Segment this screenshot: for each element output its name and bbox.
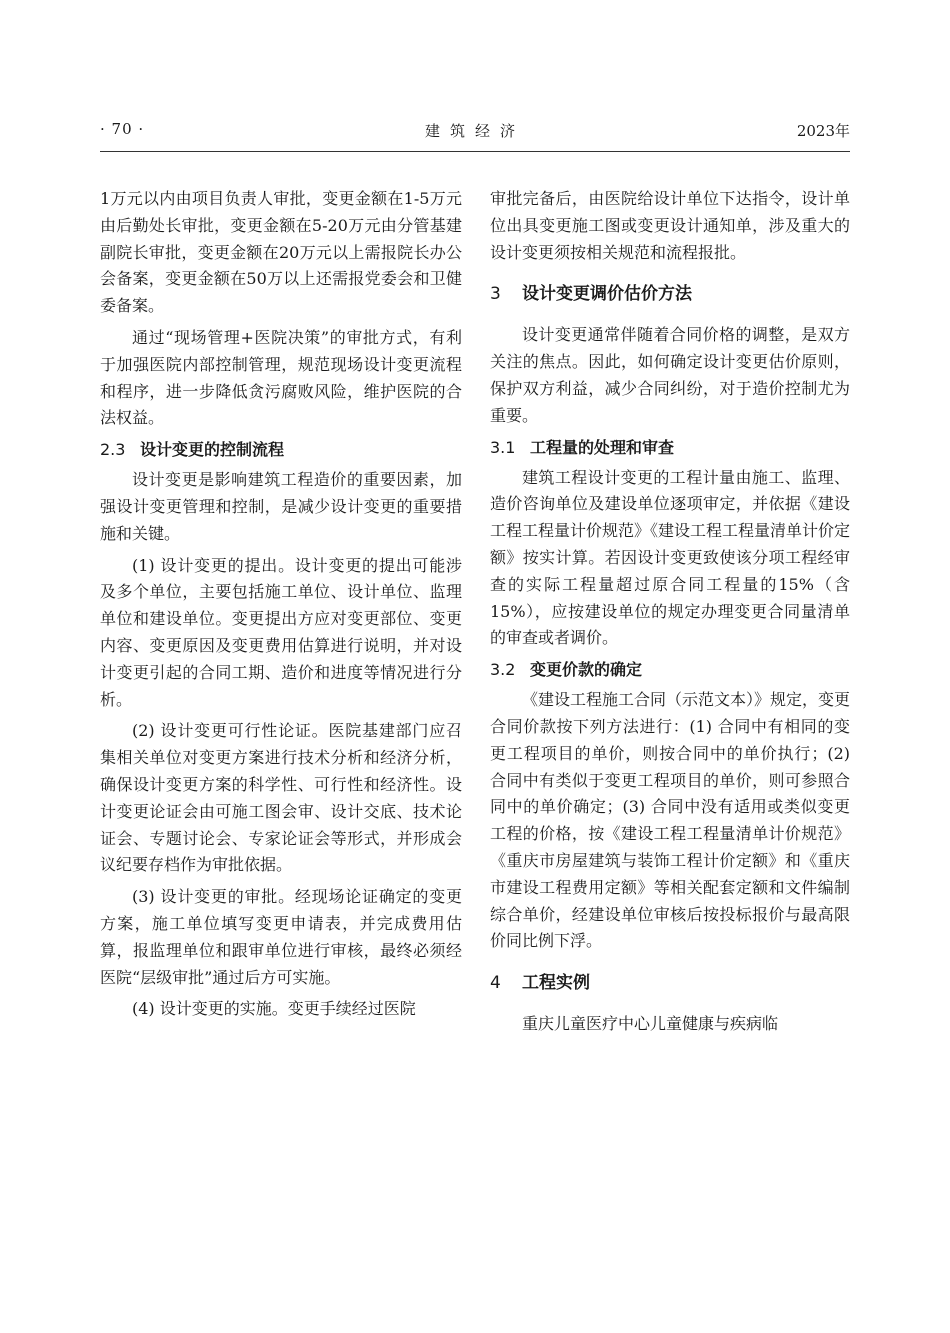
page-number: · 70 · xyxy=(100,120,145,138)
section-heading-3 xyxy=(490,280,850,308)
section-number: 3.1 xyxy=(490,437,516,457)
paragraph: (1) 设计变更的提出。设计变更的提出可能涉及多个单位，主要包括施工单位、设计单位、监理单位和建设单位。变更提出方应对变更部位、变更内容、变更原因及变更费用估算进行说明，并对设计变更引起的合同工期、造价和进度等情况进行分析。 xyxy=(100,555,462,709)
paragraph: 建筑工程设计变更的工程计量由施工、监理、造价咨询单位及建设单位逐项审定，并依据《建设工程工程量计价规范》《建设工程工程量清单计价定额》按实计算。若因设计变更致使该分项工程经审查的实际工程量超过原合同工程量的15%（含15%），应按建设单位的规定办理变更合同量清单的审查或者调价。 xyxy=(490,467,851,648)
paragraph: 设计变更通常伴随着合同价格的调整，是双方关注的焦点。因此，如何确定设计变更估价原则，保护双方利益，减少合同纠纷，对于造价控制尤为重要。 xyxy=(490,325,850,425)
section-number: 4 xyxy=(490,973,501,994)
section-number: 3 xyxy=(490,284,501,305)
section-title: 设计变更调价估价方法 xyxy=(522,284,692,305)
left-column xyxy=(100,186,462,1028)
paragraph: 《建设工程施工合同（示范文本）》规定，变更合同价款按下列方法进行：(1) 合同中有相同的变更工程项目的单价，则按合同中的单价执行；(2) 合同中有类似于变更工程项目的单价，则可参照合同中的单价确定；(3) 合同中没有适用或类似变更工程的价格，按《建设工程工程量清单计价规范》《重庆市房屋建筑与装饰工程计价定额》和《重庆市建设工程费用定额》等相关配套定额和文件编制综合单价，经建设单位审核后按投标报价与最高限价同比例下浮。 xyxy=(490,690,851,951)
section-title: 设计变更的控制流程 xyxy=(140,440,285,460)
section-title: 工程实例 xyxy=(522,973,590,994)
right-column xyxy=(490,186,850,1043)
journal-title: 建筑经济 xyxy=(424,122,525,140)
section-heading-2-3 xyxy=(100,437,462,463)
paragraph: (2) 设计变更可行性论证。医院基建部门应召集相关单位对变更方案进行技术分析和经济分析，确保设计变更方案的科学性、可行性和经济性。设计变更论证会由可施工图会审、设计交底、技术论证会、专题讨论会、专家论证会等形式，并形成会议纪要存档作为审批依据。 xyxy=(100,721,462,875)
section-heading-4 xyxy=(490,969,850,997)
header-rule xyxy=(100,151,850,152)
paragraph: (4) 设计变更的实施。变更手续经过医院 xyxy=(132,999,416,1019)
paragraph: 设计变更是影响建筑工程造价的重要因素，加强设计变更管理和控制，是减少设计变更的重要措施和关键。 xyxy=(100,470,462,543)
section-heading-3-1 xyxy=(490,435,850,461)
paragraph: 通过“现场管理+医院决策”的审批方式，有利于加强医院内部控制管理，规范现场设计变更流程和程序，进一步降低贪污腐败风险，维护医院的合法权益。 xyxy=(100,327,462,428)
paragraph: 1万元以内由项目负责人审批，变更金额在1-5万元由后勤处长审批，变更金额在5-20万元由分管基建副院长审批，变更金额在20万元以上需报院长办公会备案，变更金额在50万以上还需报党委会和卫健委备案。 xyxy=(100,189,462,316)
section-title: 变更价款的确定 xyxy=(530,660,643,680)
issue-year: 2023年 xyxy=(796,122,850,140)
page-header xyxy=(100,118,850,144)
paragraph: (3) 设计变更的审批。经现场论证确定的变更方案，施工单位填写变更申请表，并完成费用估算，报监理单位和跟审单位进行审核，最终必须经医院“层级审批”通过后方可实施。 xyxy=(100,887,462,987)
section-heading-3-2 xyxy=(490,657,850,683)
section-number: 3.2 xyxy=(490,660,516,680)
section-number: 2.3 xyxy=(100,440,126,460)
paragraph: 重庆儿童医疗中心儿童健康与疾病临 xyxy=(522,1014,779,1034)
section-title: 工程量的处理和审查 xyxy=(530,437,675,457)
paragraph: 审批完备后，由医院给设计单位下达指令，设计单位出具变更施工图或变更设计通知单，涉及重大的设计变更须按相关规范和流程报批。 xyxy=(490,189,850,262)
